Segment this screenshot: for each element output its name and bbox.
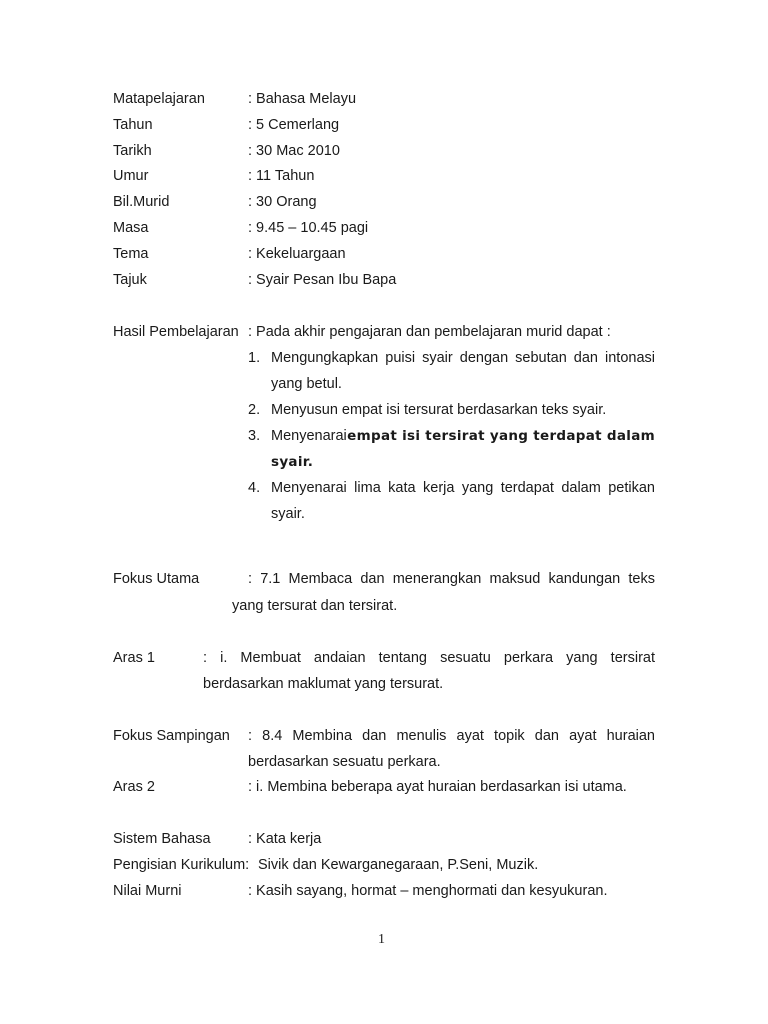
- fokus-sampingan-text: : 8.4 Membina dan menulis ayat topik dan ayat huraian: [248, 728, 655, 744]
- field-label: Tarikh: [113, 143, 152, 159]
- nilai-murni-value: : Kasih sayang, hormat – menghormati dan kesyukuran.: [248, 883, 608, 899]
- item-text: Menyusun empat isi tersurat berdasarkan teks syair.: [271, 402, 607, 418]
- field-value: : 5 Cemerlang: [248, 117, 340, 133]
- hasil-intro: : Pada akhir pengajaran dan pembelajaran murid dapat :: [248, 324, 611, 340]
- field-value: : Bahasa Melayu: [248, 91, 357, 107]
- item-text: Menyenarai lima kata kerja yang terdapat dalam petikan: [271, 480, 655, 496]
- aras1-label: Aras 1: [113, 650, 155, 666]
- fokus-utama-text-cont: yang tersurat dan tersirat.: [232, 598, 398, 614]
- aras1-text-cont: berdasarkan maklumat yang tersurat.: [203, 676, 444, 692]
- pengisian-value: Sivik dan Kewarganegaraan, P.Seni, Muzik.: [258, 857, 539, 873]
- item-text: Mengungkapkan puisi syair dengan sebutan dan intonasi: [271, 350, 655, 366]
- field-label: Tajuk: [113, 272, 147, 288]
- field-label: Tema: [113, 246, 149, 262]
- field-label: Masa: [113, 220, 149, 236]
- aras2-label: Aras 2: [113, 779, 155, 795]
- page-number: 1: [378, 932, 385, 947]
- item-text: [271, 426, 655, 446]
- fokus-sampingan-text-cont: berdasarkan sesuatu perkara.: [248, 754, 441, 770]
- field-value: : 9.45 – 10.45 pagi: [248, 220, 369, 236]
- item-text-cont: syair.: [271, 506, 305, 522]
- field-label: Tahun: [113, 117, 153, 133]
- field-value: : 30 Orang: [248, 194, 317, 210]
- item-text-cont: syair.: [271, 454, 314, 470]
- field-value: : Syair Pesan Ibu Bapa: [248, 272, 397, 288]
- field-label: Bil.Murid: [113, 194, 170, 210]
- list-item: [248, 478, 655, 524]
- nilai-murni-label: Nilai Murni: [113, 883, 182, 899]
- field-value: : 30 Mac 2010: [248, 143, 340, 159]
- item-text-plain: Menyenarai: [271, 428, 347, 444]
- field-label: Matapelajaran: [113, 91, 205, 107]
- item-number: 1.: [248, 350, 261, 366]
- item-number: 4.: [248, 480, 261, 496]
- item-text-cont: yang betul.: [271, 376, 342, 392]
- fokus-sampingan-label: Fokus Sampingan: [113, 728, 230, 744]
- aras1-text: : i. Membuat andaian tentang sesuatu perkara yang tersirat: [203, 650, 655, 666]
- hasil-label: Hasil Pembelajaran: [113, 324, 239, 340]
- sistem-bahasa-value: : Kata kerja: [248, 831, 322, 847]
- aras2-value: : i. Membina beberapa ayat huraian berdasarkan isi utama.: [248, 779, 627, 795]
- list-item: [248, 400, 655, 420]
- fokus-utama-text: : 7.1 Membaca dan menerangkan maksud kandungan teks: [248, 571, 655, 587]
- sistem-bahasa-label: Sistem Bahasa: [113, 831, 211, 847]
- item-text-bold: empat isi tersirat yang terdapat dalam: [347, 428, 655, 444]
- item-number: 3.: [248, 428, 261, 444]
- field-value: : Kekeluargaan: [248, 246, 346, 262]
- field-label: Umur: [113, 168, 149, 184]
- list-item: [248, 426, 655, 472]
- list-item: [248, 348, 655, 394]
- item-number: 2.: [248, 402, 261, 418]
- fokus-utama-label: Fokus Utama: [113, 571, 200, 587]
- field-value: : 11 Tahun: [248, 168, 315, 184]
- pengisian-label: Pengisian Kurikulum:: [113, 857, 250, 873]
